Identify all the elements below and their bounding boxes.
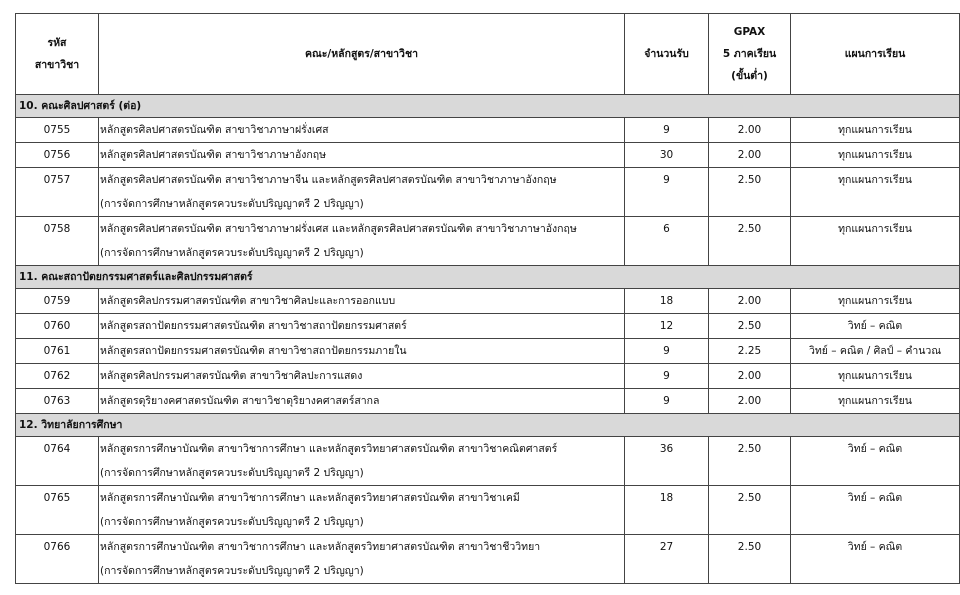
seats-count: 9 — [625, 364, 709, 389]
table-row — [16, 314, 960, 339]
min-gpax: 2.25 — [709, 339, 791, 364]
seats-count: 9 — [625, 389, 709, 414]
section-title: 12. วิทยาลัยการศึกษา — [16, 414, 960, 437]
program-name-line: หลักสูตรการศึกษาบัณฑิต สาขาวิชาการศึกษา และหลักสูตรวิทยาศาสตรบัณฑิต สาขาวิชาชีววิทยา — [100, 541, 541, 553]
program-name-line: หลักสูตรศิลปศาสตรบัณฑิต สาขาวิชาภาษาฝรั่งเศส — [100, 124, 329, 136]
table-row — [16, 143, 960, 168]
program-name — [99, 535, 625, 584]
program-code: 0764 — [16, 437, 99, 486]
program-code: 0756 — [16, 143, 99, 168]
admission-table — [15, 13, 960, 584]
study-plan: ทุกแผนการเรียน — [791, 143, 960, 168]
program-name-line: หลักสูตรดุริยางคศาสตรบัณฑิต สาขาวิชาดุริยางคศาสตร์สากล — [100, 395, 380, 407]
min-gpax: 2.00 — [709, 364, 791, 389]
min-gpax: 2.50 — [709, 486, 791, 535]
section-row — [16, 266, 960, 289]
program-name — [99, 168, 625, 217]
header-gpax-line-2: 5 ภาคเรียน — [722, 48, 777, 60]
table-row — [16, 486, 960, 535]
min-gpax: 2.00 — [709, 389, 791, 414]
program-name — [99, 486, 625, 535]
program-name — [99, 339, 625, 364]
table-row — [16, 168, 960, 217]
study-plan: วิทย์ – คณิต — [791, 486, 960, 535]
study-plan: วิทย์ – คณิต — [791, 535, 960, 584]
program-code: 0759 — [16, 289, 99, 314]
program-code: 0758 — [16, 217, 99, 266]
program-name-line: หลักสูตรการศึกษาบัณฑิต สาขาวิชาการศึกษา และหลักสูตรวิทยาศาสตรบัณฑิต สาขาวิชาเคมี — [100, 492, 520, 504]
study-plan: ทุกแผนการเรียน — [791, 217, 960, 266]
admission-table-container — [15, 13, 959, 584]
table-row — [16, 389, 960, 414]
program-name — [99, 143, 625, 168]
program-name-line: (การจัดการศึกษาหลักสูตรควบระดับปริญญาตรี 2 ปริญญา) — [100, 467, 364, 479]
section-title: 10. คณะศิลปศาสตร์ (ต่อ) — [16, 95, 960, 118]
study-plan: วิทย์ – คณิต — [791, 437, 960, 486]
program-name — [99, 389, 625, 414]
min-gpax: 2.50 — [709, 217, 791, 266]
min-gpax: 2.00 — [709, 289, 791, 314]
min-gpax: 2.00 — [709, 118, 791, 143]
program-name-line: หลักสูตรศิลปศาสตรบัณฑิต สาขาวิชาภาษาฝรั่งเศส และหลักสูตรศิลปศาสตรบัณฑิต สาขาวิชาภาษาอังกฤษ — [100, 223, 577, 235]
section-row — [16, 414, 960, 437]
program-code: 0761 — [16, 339, 99, 364]
program-code: 0766 — [16, 535, 99, 584]
min-gpax: 2.50 — [709, 437, 791, 486]
program-code: 0762 — [16, 364, 99, 389]
program-name-line: หลักสูตรสถาปัตยกรรมศาสตรบัณฑิต สาขาวิชาสถาปัตยกรรมศาสตร์ — [100, 320, 407, 332]
program-name-line: หลักสูตรศิลปกรรมศาสตรบัณฑิต สาขาวิชาศิลปะการแสดง — [100, 370, 363, 382]
program-name — [99, 364, 625, 389]
program-name-line: หลักสูตรศิลปศาสตรบัณฑิต สาขาวิชาภาษาอังกฤษ — [100, 149, 327, 161]
seats-count: 30 — [625, 143, 709, 168]
table-body — [16, 95, 960, 584]
seats-count: 36 — [625, 437, 709, 486]
program-name-line: (การจัดการศึกษาหลักสูตรควบระดับปริญญาตรี 2 ปริญญา) — [100, 516, 364, 528]
table-row — [16, 339, 960, 364]
seats-count: 9 — [625, 118, 709, 143]
program-name — [99, 437, 625, 486]
program-name-line: (การจัดการศึกษาหลักสูตรควบระดับปริญญาตรี 2 ปริญญา) — [100, 565, 364, 577]
program-code: 0763 — [16, 389, 99, 414]
program-name — [99, 217, 625, 266]
study-plan: วิทย์ – คณิต / ศิลป์ – คำนวณ — [791, 339, 960, 364]
table-row — [16, 118, 960, 143]
program-name-line: หลักสูตรศิลปศาสตรบัณฑิต สาขาวิชาภาษาจีน และหลักสูตรศิลปศาสตรบัณฑิต สาขาวิชาภาษาอังกฤษ — [100, 174, 557, 186]
header-gpax — [709, 14, 791, 95]
seats-count: 9 — [625, 339, 709, 364]
seats-count: 27 — [625, 535, 709, 584]
program-code: 0757 — [16, 168, 99, 217]
program-name — [99, 289, 625, 314]
table-row — [16, 364, 960, 389]
section-title: 11. คณะสถาปัตยกรรมศาสตร์และศิลปกรรมศาสตร์ — [16, 266, 960, 289]
program-name-line: หลักสูตรการศึกษาบัณฑิต สาขาวิชาการศึกษา และหลักสูตรวิทยาศาสตรบัณฑิต สาขาวิชาคณิตศาสตร์ — [100, 443, 558, 455]
study-plan: วิทย์ – คณิต — [791, 314, 960, 339]
table-row — [16, 535, 960, 584]
seats-count: 18 — [625, 486, 709, 535]
table-row — [16, 289, 960, 314]
study-plan: ทุกแผนการเรียน — [791, 289, 960, 314]
program-name — [99, 118, 625, 143]
program-name-line: (การจัดการศึกษาหลักสูตรควบระดับปริญญาตรี 2 ปริญญา) — [100, 198, 364, 210]
seats-count: 18 — [625, 289, 709, 314]
program-name-line: หลักสูตรสถาปัตยกรรมศาสตรบัณฑิต สาขาวิชาสถาปัตยกรรมภายใน — [100, 345, 407, 357]
program-code: 0755 — [16, 118, 99, 143]
seats-count: 9 — [625, 168, 709, 217]
study-plan: ทุกแผนการเรียน — [791, 118, 960, 143]
program-name-line: หลักสูตรศิลปกรรมศาสตรบัณฑิต สาขาวิชาศิลปะและการออกแบบ — [100, 295, 396, 307]
header-program: คณะ/หลักสูตร/สาขาวิชา — [99, 14, 625, 95]
program-name-line: (การจัดการศึกษาหลักสูตรควบระดับปริญญาตรี 2 ปริญญา) — [100, 247, 364, 259]
header-gpax-line-1: GPAX — [733, 26, 766, 38]
study-plan: ทุกแผนการเรียน — [791, 168, 960, 217]
seats-count: 6 — [625, 217, 709, 266]
section-row — [16, 95, 960, 118]
header-code-line-2: สาขาวิชา — [34, 59, 80, 71]
table-row — [16, 217, 960, 266]
study-plan: ทุกแผนการเรียน — [791, 364, 960, 389]
header-plan: แผนการเรียน — [791, 14, 960, 95]
program-code: 0760 — [16, 314, 99, 339]
header-code — [16, 14, 99, 95]
header-seats: จำนวนรับ — [625, 14, 709, 95]
table-row — [16, 437, 960, 486]
min-gpax: 2.50 — [709, 168, 791, 217]
program-code: 0765 — [16, 486, 99, 535]
study-plan: ทุกแผนการเรียน — [791, 389, 960, 414]
header-gpax-line-3: (ขั้นต่ำ) — [731, 70, 768, 82]
min-gpax: 2.00 — [709, 143, 791, 168]
header-row — [16, 14, 960, 95]
seats-count: 12 — [625, 314, 709, 339]
min-gpax: 2.50 — [709, 314, 791, 339]
program-name — [99, 314, 625, 339]
min-gpax: 2.50 — [709, 535, 791, 584]
header-code-line-1: รหัส — [47, 37, 67, 49]
